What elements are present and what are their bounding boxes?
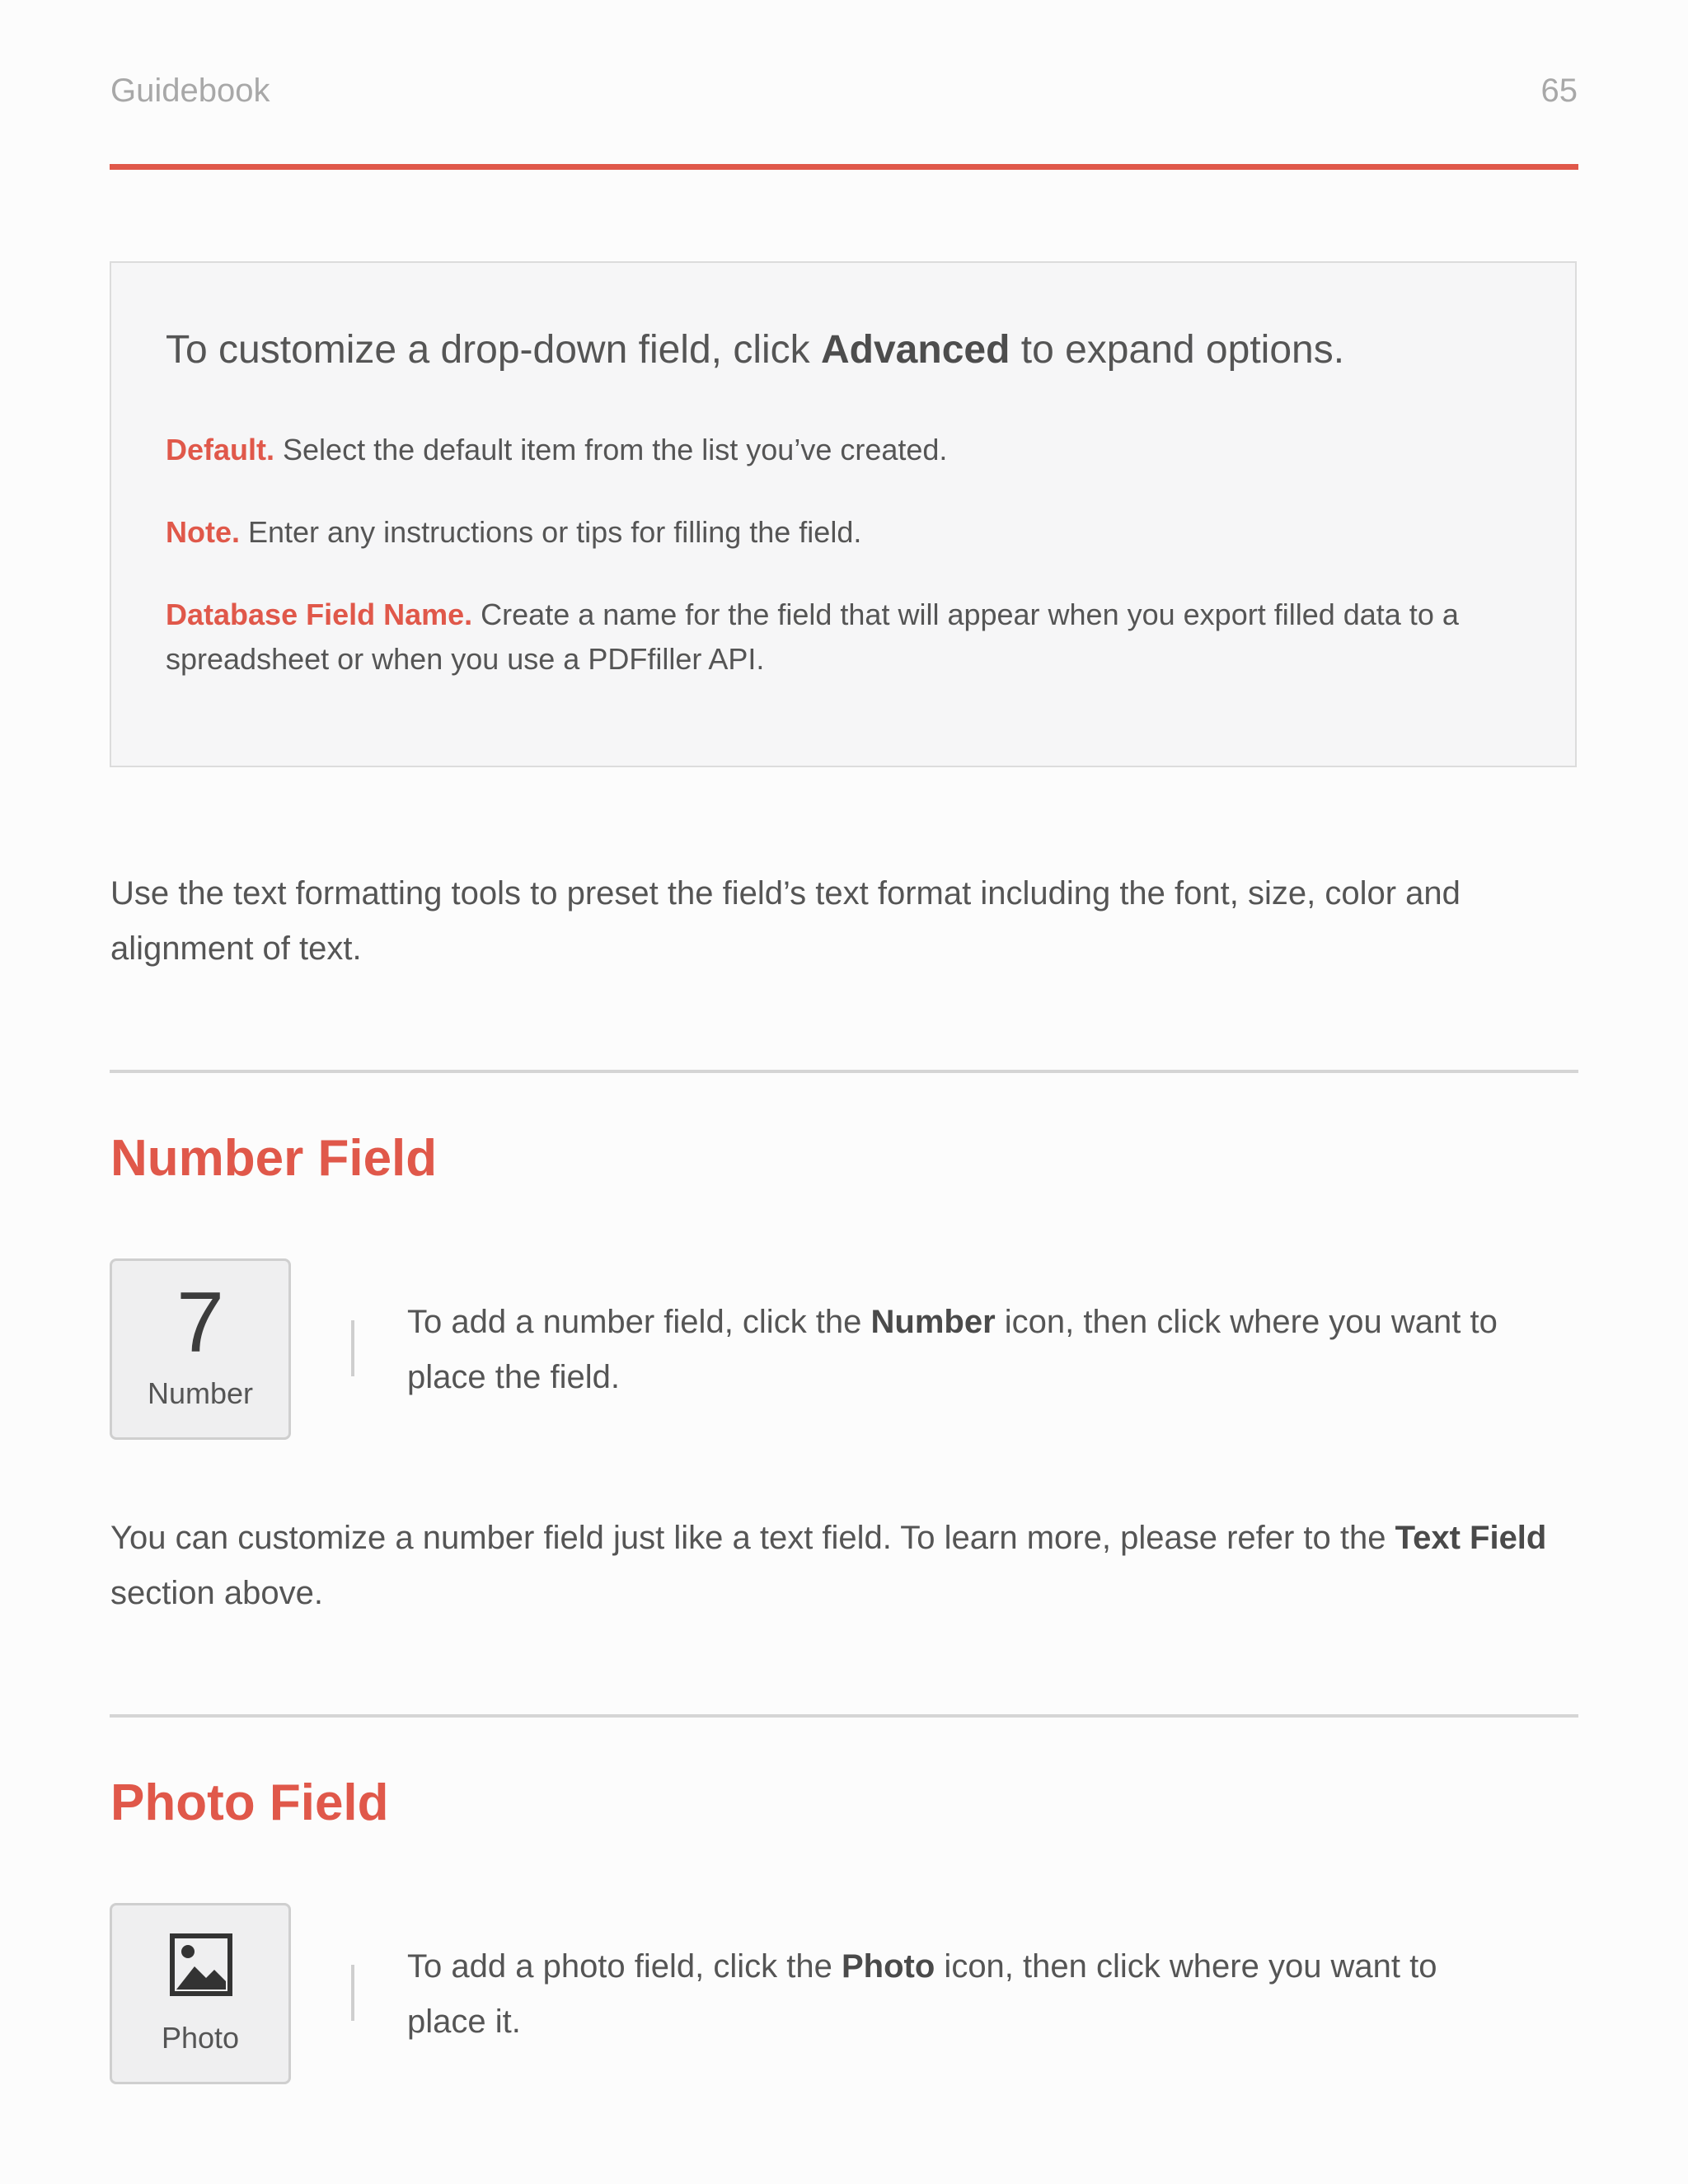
photo-instruction-pre: To add a photo field, click the (407, 1948, 842, 1985)
number-tool-label: Number (147, 1376, 254, 1410)
callout-text: Select the default item from the list you’ve created. (274, 433, 948, 466)
number-tool-button[interactable] (110, 1258, 291, 1440)
callout-text: Enter any instructions or tips for filling the field. (240, 515, 862, 549)
number-instruction-pre: To add a number field, click the (407, 1304, 871, 1340)
callout-title-bold: Advanced (821, 328, 1010, 372)
callout-term: Note. (166, 515, 240, 549)
callout-item-note (166, 510, 1517, 555)
callout-text: Create a name for the field that will appear when you export filled data to a spreadsheet or when you use a PDFfiller API. (166, 598, 1459, 676)
header-divider (110, 164, 1578, 170)
photo-tool-button[interactable] (110, 1903, 291, 2084)
number-instruction-post: icon, then click where you want to place the field. (407, 1304, 1498, 1395)
callout-title-pre: To customize a drop-down field, click (166, 328, 821, 372)
callout-term: Default. (166, 433, 275, 466)
callout-title-post: to expand options. (1010, 328, 1345, 372)
vertical-separator (351, 1965, 354, 2021)
photo-field-heading: Photo Field (110, 1774, 389, 1831)
page-number: 65 (1540, 73, 1578, 109)
callout-item-default (166, 428, 1517, 472)
callout-title (166, 327, 1344, 373)
section-divider (110, 1714, 1578, 1718)
customize-bold: Text Field (1395, 1520, 1547, 1556)
advanced-options-callout (110, 261, 1577, 767)
image-icon (170, 1933, 232, 1996)
photo-instruction (407, 1939, 1479, 2050)
number-field-heading: Number Field (110, 1130, 438, 1187)
number-instruction-bold: Number (870, 1304, 996, 1340)
callout-term: Database Field Name. (166, 598, 473, 631)
number-icon: 7 (176, 1275, 224, 1371)
customize-post: section above. (110, 1575, 323, 1611)
section-divider (110, 1070, 1578, 1073)
formatting-paragraph: Use the text formatting tools to preset the field’s text format including the font, size, color and alignment of text. (110, 875, 1461, 967)
customize-pre: You can customize a number field just like a text field. To learn more, please refer to the (110, 1520, 1395, 1556)
number-customize-paragraph (110, 1511, 1578, 1621)
photo-instruction-bold: Photo (842, 1948, 935, 1985)
callout-item-database-field-name (166, 593, 1517, 682)
vertical-separator (351, 1320, 354, 1376)
number-instruction (407, 1295, 1561, 1405)
photo-tool-label: Photo (161, 2021, 240, 2055)
running-header-title: Guidebook (110, 73, 270, 109)
photo-instruction-post: icon, then click where you want to place it. (407, 1948, 1437, 2040)
